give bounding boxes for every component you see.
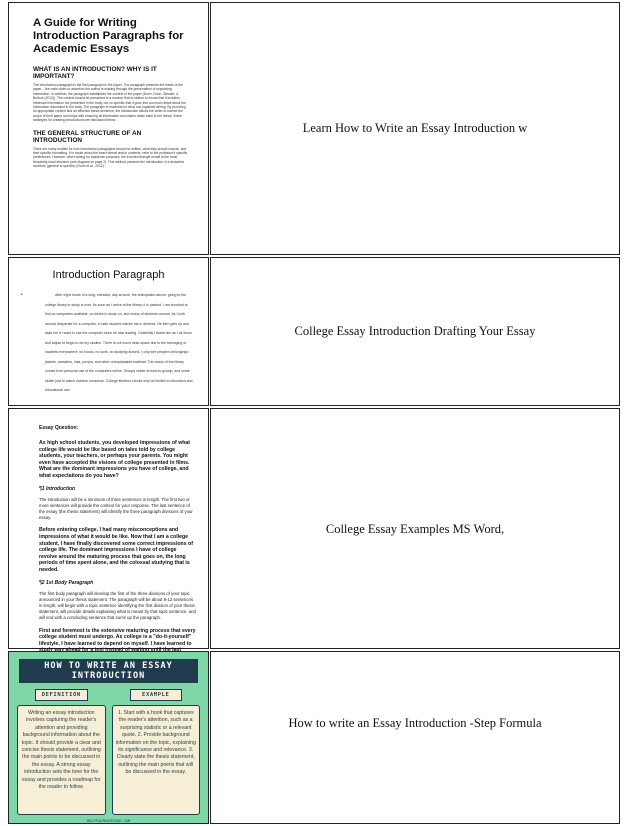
- guide-paragraph-1: The introduction paragraph is the first paragraph in the paper. The paragraph presents the thesis of the paper – the main claim or assertion the author is making through the presentation of supporting information. In addition, the paragraph establishes the context of the paper (Dunn, Dunn, Stewart, & Bullock (2012)). The context should be presented in a manner that is neither so broad that it includes irrelevant information nor presented in the body, nor so specific that it goes into too much detail about the information discussed in the body. The paragraph is essential for what non-logistical writing. By providing an appropriate context and an effective thesis sentence, the introduction allows the writer to narrow the scope of their paper and helps with ensuring all information and claims relate back to the thesis. Some strategies for creating introductions are discussed below.: [33, 83, 186, 123]
- body-instructions: The first body paragraph will develop the first of the three divisions of your topic announced in your thesis statement. The paragraph will be about 8-12 sentences in length, will begin with a topic sentence identifying the first division of your thesis statement, will provide details explaining what is meant by that topic sentence, and will end with a concluding sentence that sums up the paragraph.: [39, 590, 196, 621]
- definition-text: Writing an essay introduction involves capturing the reader's attention and providing background information about the topic. It should provide a clear and concise thesis statement, outlining the main points to be discussed in the essay. A strong essay introduction sets the tone for the essay and provides a roadmap for the reader to follow.: [17, 705, 106, 815]
- definition-column: [17, 689, 106, 815]
- guide-title: A Guide for Writing Introduction Paragraphs for Academic Essays: [33, 17, 184, 55]
- example-column: [112, 689, 201, 815]
- bullet: •: [21, 292, 23, 298]
- intro-paragraph-text: After eight hours of a long, stressful, day at work, the anticipation above: going to the college library to study is over. As soon as I arrive at the library, it is packed. I am shocked to find no computers available, no desks to study on, and chaos of students around. As I look around desperate for a computer, a male student notices me in distress. He then gets up and asks me if I want to use the computer since he was leaving. Gratefully I thank him as I sit down and adjust to begin to do my studies. There is not much desk space due to the belonging of students everywhere: no books, no work, no studying around. I only see people's belongings: jackets, sweaters, hats, purses, and other unexplainable material. The chaos of the library comes from personal use of the computers online. Groups clutter around to gossip, and some clutter just to watch useless nonsense. College libraries should only be limited to education and educational use.: [45, 293, 193, 392]
- caption-cell-4[interactable]: [210, 651, 620, 824]
- caption-4: How to write an Essay Introduction -Step Formula: [288, 716, 542, 730]
- caption-3: College Essay Examples MS Word,: [325, 522, 505, 536]
- caption-2: College Essay Introduction Drafting Your Essay: [294, 324, 536, 338]
- thumbnail-college-essay-example[interactable]: [8, 408, 209, 649]
- intro-paragraph-title: Introduction Paragraph: [52, 269, 165, 281]
- example-text: 1. Start with a hook that captures the reader's attention, such as a surprising statistic or a relevant quote. 2. Provide background information on the topic, explaining its significance and relevance. 3. Clearly state the thesis statement, outlining the main points that will be discussed in the essay.: [112, 705, 201, 815]
- infographic-footer: HELPFULPROFESSOR.COM: [86, 819, 131, 823]
- essay-question-text: As high school students, you developed impressions of what college life would be like based on tales told by college students, your teachers, or perhaps your parents. You might even have accepted the visions of college presented in films. What are the dominant impressions you have of college, and what expectations do you have?: [39, 440, 191, 479]
- section-intro-label: ¶1 Introduction: [39, 485, 76, 492]
- thumbnail-infographic[interactable]: [8, 651, 209, 824]
- thumbnail-guide-document[interactable]: [8, 2, 209, 255]
- body-example: First and foremost is the extensive maturing process that every college student must undergo. As college is a "do-it-yourself" lifestyle, I have learned to depend on myself. I have learned to: [39, 627, 196, 647]
- guide-heading-1: WHAT IS AN INTRODUCTION? WHY IS IT IMPORTANT?: [33, 66, 157, 80]
- intro-example: Before entering college, I had many misconceptions and impressions of what it would be like. Now that I am a college student, I have finally discovered some correct impressions of college life. The dominant impressions I have of college revolve around the maturing process that goes on, the long periods of time spent alone, and the colossal studying that is needed.: [39, 527, 193, 573]
- caption-1: Learn How to Write an Essay Introduction w: [302, 121, 528, 135]
- caption-cell-3[interactable]: [210, 408, 620, 649]
- example-tag: EXAMPLE: [130, 689, 183, 701]
- section-body-label: ¶2 1st Body Paragraph: [39, 579, 94, 586]
- caption-cell-2[interactable]: [210, 257, 620, 406]
- intro-instructions: The introduction will be a minimum of three sentences in length. The first two or more sentences will provide the context for your response. The last sentence of the essay (the thesis statement) will identify the three paragraph divisions of your essay.: [39, 496, 193, 521]
- essay-question-label: Essay Question:: [39, 425, 79, 431]
- definition-tag: DEFINITION: [35, 689, 88, 701]
- guide-paragraph-2: There are many models for how introduction paragraphs should be written, what they should include, and their specific formatting. If in doubt about the exact format and/or contents, refer to the professor's specific preferences. However, when writing for academic purposes, the inverted triangle model is the most frequently used structure (see diagram on page 2). This method presents the introduction in a deductive structure (general to specific) (Dunn et al., 2012).: [33, 146, 188, 169]
- intro-paragraph-body: [21, 291, 194, 396]
- infographic-columns: [17, 689, 200, 815]
- guide-heading-2: THE GENERAL STRUCTURE OF AN INTRODUCTION: [33, 129, 142, 144]
- thumbnail-intro-paragraph[interactable]: [8, 257, 209, 406]
- infographic-title: HOW TO WRITE AN ESSAY INTRODUCTION: [19, 659, 198, 683]
- caption-cell-1[interactable]: [210, 2, 620, 255]
